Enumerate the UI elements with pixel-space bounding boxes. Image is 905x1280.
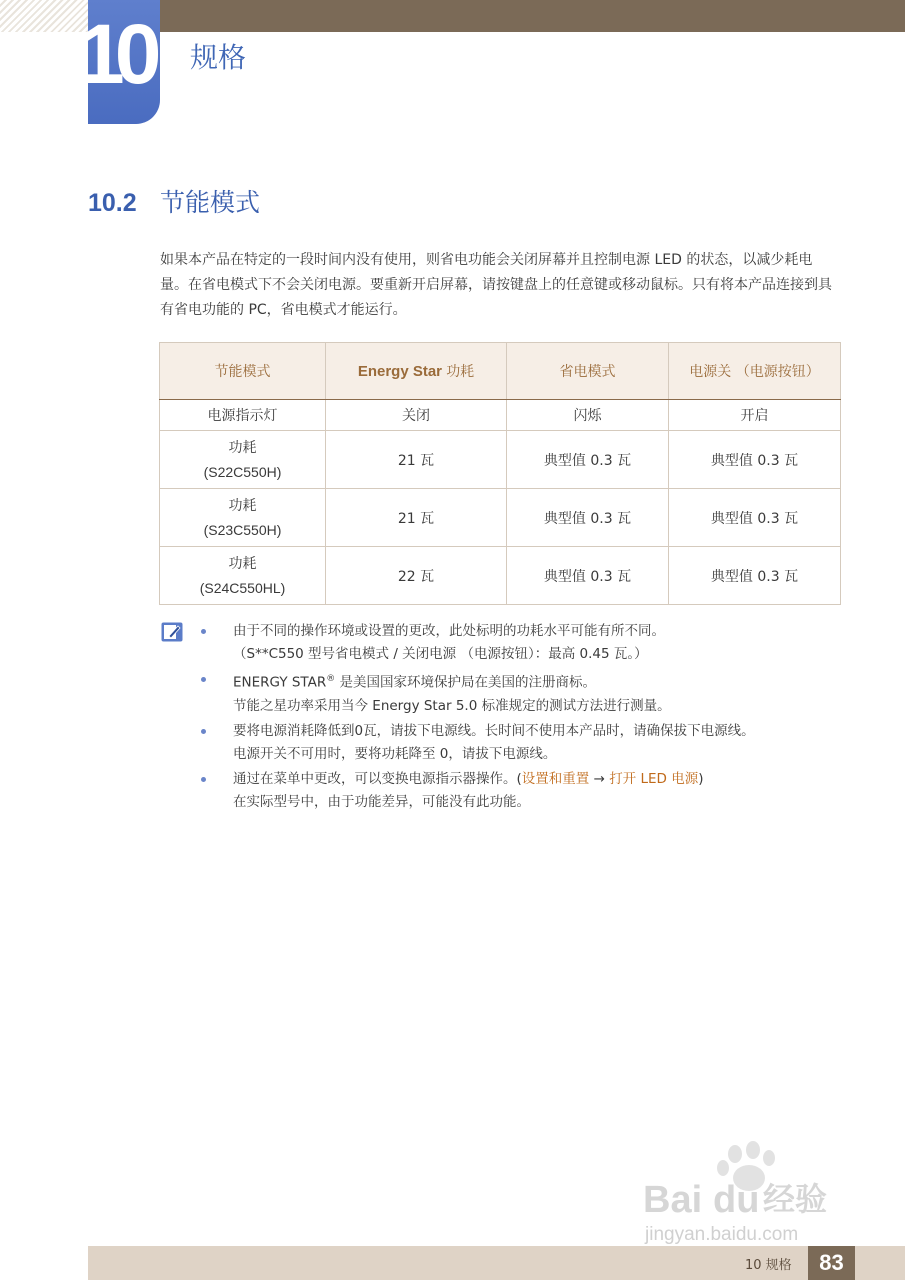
- note-line: （S**C550 型号省电模式 / 关闭电源 （电源按钮）：最高 0.45 瓦。）: [233, 646, 648, 662]
- row-model: (S22C550H): [203, 463, 282, 480]
- note-icon: [161, 622, 183, 642]
- table-cell: 典型值 0.3 瓦: [507, 431, 669, 489]
- note-item: [200, 668, 840, 718]
- table-cell: 典型值 0.3 瓦: [507, 547, 669, 605]
- table-cell: 典型值 0.3 瓦: [669, 489, 841, 547]
- table-row: [160, 489, 841, 547]
- table-cell: 典型值 0.3 瓦: [669, 431, 841, 489]
- note-item: [200, 768, 840, 814]
- header-label: 省电模式: [559, 364, 616, 380]
- table-row: [160, 400, 841, 431]
- section-heading: [88, 183, 260, 219]
- row-model: (S24C550HL): [199, 579, 286, 596]
- table-cell: 典型值 0.3 瓦: [669, 547, 841, 605]
- note-line: 在实际型号中，由于功能差异，可能没有此功能。: [233, 793, 530, 810]
- table-cell: 22 瓦: [326, 547, 507, 605]
- note-text: ): [698, 770, 704, 787]
- power-saving-table: [159, 342, 841, 605]
- header-sublabel: （电源按钮）: [735, 364, 820, 380]
- row-label-text: 功耗: [228, 439, 257, 456]
- table-cell: 典型值 0.3 瓦: [507, 489, 669, 547]
- note-item: [200, 620, 840, 666]
- table-row: [160, 431, 841, 489]
- row-label-text: 功耗: [228, 497, 257, 514]
- header-label: 节能模式: [214, 364, 271, 380]
- table-cell: 21 瓦: [326, 489, 507, 547]
- intro-paragraph: 如果本产品在特定的一段时间内没有使用，则省电功能会关闭屏幕并且控制电源 LED 的状态，以减少耗电量。在省电模式下不会关闭电源。要重新开启屏幕，请按键盘上的任意键或移动鼠标。只有将本产品连接到具有省电功能的 PC，省电模式才能运行。: [160, 252, 832, 318]
- note-text: 是美国国家环境保护局在美国的注册商标。: [335, 674, 597, 691]
- bullet-icon: [201, 777, 206, 782]
- watermark-text-bai: Bai: [643, 1179, 703, 1221]
- bullet-icon: [201, 729, 206, 734]
- table-header: [669, 343, 841, 400]
- note-text: ENERGY STAR: [233, 674, 327, 691]
- top-bar-pattern: [0, 0, 88, 32]
- note-line: 要将电源消耗降低到0瓦，请拔下电源线。长时间不使用本产品时，请确保拔下电源线。: [233, 722, 755, 739]
- baidu-watermark: [643, 1140, 853, 1250]
- watermark-text-du: du: [713, 1179, 760, 1221]
- row-label: [160, 489, 326, 547]
- footer-chapter-label: 10 规格: [745, 1258, 792, 1273]
- row-label: [160, 547, 326, 605]
- bullet-icon: [201, 629, 206, 634]
- table-cell: 闪烁: [507, 400, 669, 431]
- menu-path-led-link[interactable]: 打开 LED 电源: [609, 770, 699, 787]
- watermark-text-jingyan: 经验: [763, 1180, 828, 1218]
- header-label: 电源关: [689, 364, 732, 380]
- table-header: [326, 343, 507, 400]
- table-cell: 关闭: [326, 400, 507, 431]
- section-title: 节能模式: [160, 188, 261, 217]
- table-cell: 21 瓦: [326, 431, 507, 489]
- table-header-row: [160, 343, 841, 400]
- note-line: 由于不同的操作环境或设置的更改，此处标明的功耗水平可能有所不同。: [233, 623, 665, 639]
- arrow-icon: →: [589, 770, 610, 787]
- row-model: (S23C550H): [203, 521, 282, 538]
- table-header: [507, 343, 669, 400]
- note-item: [200, 720, 840, 766]
- bullet-icon: [201, 677, 206, 682]
- note-line: [233, 768, 840, 791]
- row-label: 电源指示灯: [160, 400, 326, 431]
- notes-list: [200, 620, 840, 816]
- table-header: [160, 343, 326, 400]
- registered-mark: ®: [326, 674, 336, 684]
- table-row: [160, 547, 841, 605]
- note-line: [233, 668, 840, 695]
- table-cell: 开启: [669, 400, 841, 431]
- note-line: 节能之星功率采用当今 Energy Star 5.0 标准规定的测试方法进行测量。: [233, 697, 671, 714]
- header-sublabel: 功耗: [446, 364, 475, 380]
- row-label: [160, 431, 326, 489]
- watermark-url: jingyan.baidu.com: [645, 1224, 799, 1245]
- row-label-text: 功耗: [228, 555, 257, 572]
- menu-path-settings-link[interactable]: 设置和重置: [521, 770, 590, 787]
- note-line: 电源开关不可用时，要将功耗降至 0，请拔下电源线。: [233, 745, 557, 762]
- page-number: 83: [808, 1246, 855, 1280]
- note-text: 通过在菜单中更改，可以变换电源指示器操作。(: [233, 770, 522, 787]
- header-label: Energy Star: [357, 363, 443, 380]
- section-number: 10.2: [88, 189, 137, 217]
- chapter-number: 10: [78, 7, 152, 101]
- chapter-title: 规格: [190, 41, 247, 74]
